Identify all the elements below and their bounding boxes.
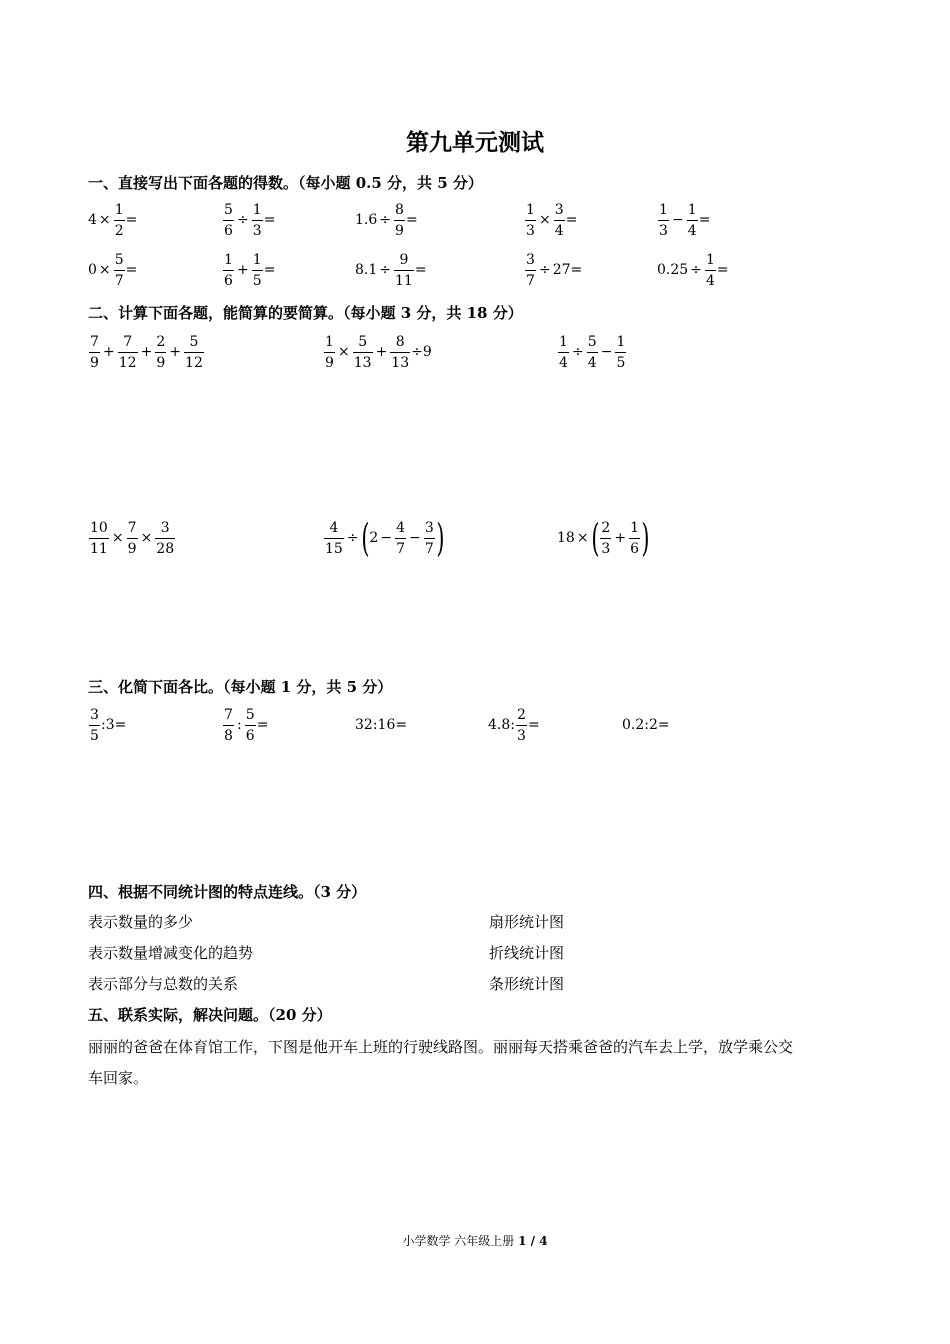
denominator: 12 bbox=[118, 352, 138, 370]
numerator: 1 bbox=[252, 201, 262, 218]
numerator: 1 bbox=[616, 333, 626, 350]
denominator: 15 bbox=[324, 538, 344, 556]
numerator: 1 bbox=[630, 519, 640, 536]
equals: = bbox=[406, 212, 418, 228]
fraction bbox=[390, 335, 410, 370]
fraction bbox=[245, 708, 256, 743]
operator: ÷ bbox=[572, 344, 584, 360]
fraction bbox=[114, 253, 125, 288]
equals: = bbox=[263, 212, 276, 228]
fraction bbox=[394, 253, 414, 288]
section-2-heading: 二、计算下面各题，能简算的要简算。（每小题 3 分，共 18 分） bbox=[88, 304, 523, 322]
num: 27= bbox=[552, 262, 583, 278]
fraction bbox=[155, 335, 166, 370]
problem-1-3 bbox=[355, 198, 418, 242]
problem-2-1 bbox=[88, 330, 205, 374]
denominator: 8 bbox=[223, 725, 234, 743]
problem-1-10 bbox=[657, 248, 729, 292]
denominator: 13 bbox=[353, 352, 373, 370]
operator: + bbox=[375, 344, 388, 360]
operator: + bbox=[169, 344, 182, 360]
problem-1-4 bbox=[524, 198, 577, 242]
footer-subject: 小学数学 六年级上册 bbox=[402, 1234, 515, 1248]
fraction bbox=[615, 335, 626, 370]
numerator: 2 bbox=[517, 706, 526, 723]
denominator: 5 bbox=[89, 725, 100, 743]
numerator: 7 bbox=[127, 519, 137, 536]
operator: + bbox=[614, 530, 627, 546]
num: 2 bbox=[369, 530, 379, 546]
numerator: 4 bbox=[396, 519, 405, 536]
denominator: 6 bbox=[629, 538, 640, 556]
numerator: 1 bbox=[224, 251, 233, 268]
denominator: 9 bbox=[394, 220, 405, 238]
ratio-text: 32:16= bbox=[355, 717, 408, 733]
denominator: 11 bbox=[89, 538, 109, 556]
denominator: 3 bbox=[600, 538, 611, 556]
denominator: 11 bbox=[394, 270, 414, 288]
operator: × bbox=[338, 344, 350, 360]
fraction bbox=[353, 335, 373, 370]
numerator: 5 bbox=[114, 251, 124, 268]
match-left-3: 表示部分与总数的关系 bbox=[88, 975, 239, 993]
operator: + bbox=[103, 344, 115, 360]
numerator: 7 bbox=[224, 706, 233, 723]
denominator: 13 bbox=[390, 352, 410, 370]
fraction bbox=[394, 203, 405, 238]
fraction bbox=[223, 203, 234, 238]
numerator: 8 bbox=[395, 333, 405, 350]
tail: ÷9 bbox=[411, 344, 432, 360]
num: 4 bbox=[88, 212, 97, 228]
page-footer bbox=[0, 1232, 950, 1249]
equals: = bbox=[565, 212, 578, 228]
numerator: 5 bbox=[587, 333, 597, 350]
fraction bbox=[223, 708, 234, 743]
fraction bbox=[705, 253, 716, 288]
denominator: 3 bbox=[525, 220, 536, 238]
denominator: 9 bbox=[324, 352, 335, 370]
problem-2-5 bbox=[323, 516, 445, 560]
fraction bbox=[658, 203, 669, 238]
operator: × bbox=[98, 212, 111, 228]
fraction bbox=[223, 253, 234, 288]
fraction bbox=[424, 521, 435, 556]
problem-1-9 bbox=[524, 248, 582, 292]
operator: − bbox=[409, 530, 421, 546]
numerator: 9 bbox=[399, 251, 409, 268]
equals: = bbox=[125, 262, 138, 278]
ratio-text: 0.2:2= bbox=[622, 717, 670, 733]
page-title: 第九单元测试 bbox=[406, 129, 544, 156]
ratio-5 bbox=[622, 703, 670, 747]
operator: + bbox=[140, 344, 153, 360]
problem-2-2 bbox=[323, 330, 432, 374]
ratio-3 bbox=[355, 703, 407, 747]
denominator: 6 bbox=[223, 220, 234, 238]
numerator: 1 bbox=[687, 201, 697, 218]
fraction bbox=[525, 203, 536, 238]
right-paren: ) bbox=[436, 516, 445, 560]
numerator: 7 bbox=[123, 333, 133, 350]
fraction bbox=[89, 335, 100, 370]
operator: × bbox=[140, 530, 153, 546]
left-paren: ( bbox=[360, 516, 370, 560]
denominator: 3 bbox=[252, 220, 263, 238]
denominator: 7 bbox=[525, 270, 536, 288]
operator: ÷ bbox=[379, 212, 391, 228]
numerator: 4 bbox=[329, 519, 339, 536]
equals: = bbox=[527, 717, 540, 733]
numerator: 1 bbox=[526, 201, 535, 218]
operator: ÷ bbox=[346, 530, 359, 546]
fraction bbox=[324, 335, 335, 370]
numerator: 1 bbox=[659, 201, 668, 218]
numerator: 8 bbox=[395, 201, 404, 218]
operator: × bbox=[576, 530, 589, 546]
denominator: 5 bbox=[252, 270, 263, 288]
numerator: 1 bbox=[705, 251, 715, 268]
problem-1-6 bbox=[88, 248, 137, 292]
numerator: 3 bbox=[90, 706, 99, 723]
operator: − bbox=[380, 530, 393, 546]
denominator: 3 bbox=[516, 725, 527, 743]
numerator: 3 bbox=[424, 519, 434, 536]
equals: = bbox=[263, 262, 276, 278]
operator: − bbox=[672, 212, 684, 228]
numerator: 1 bbox=[114, 201, 124, 218]
match-left-2: 表示数量增减变化的趋势 bbox=[88, 944, 254, 962]
fraction bbox=[252, 203, 263, 238]
operator: × bbox=[98, 262, 111, 278]
operator: − bbox=[600, 344, 613, 360]
colon: : bbox=[237, 717, 242, 733]
right-paren: ) bbox=[641, 516, 650, 560]
denominator: 4 bbox=[705, 270, 716, 288]
problem-text-line-1: 丽丽的爸爸在体育馆工作，下图是他开车上班的行驶线路图。丽丽每天搭乘爸爸的汽车去上学，放学乘公交 bbox=[88, 1038, 794, 1056]
num: 18 bbox=[557, 530, 575, 546]
fraction bbox=[629, 521, 640, 556]
problem-1-5 bbox=[657, 198, 710, 242]
numerator: 3 bbox=[526, 251, 535, 268]
fraction bbox=[184, 335, 204, 370]
denominator: 4 bbox=[687, 220, 698, 238]
section-5-heading: 五、联系实际，解决问题。（20 分） bbox=[88, 1006, 332, 1024]
denominator: 7 bbox=[114, 270, 125, 288]
fraction bbox=[127, 521, 138, 556]
match-left-1: 表示数量的多少 bbox=[88, 913, 194, 931]
denominator: 9 bbox=[89, 352, 100, 370]
fraction bbox=[587, 335, 598, 370]
section-4-heading: 四、根据不同统计图的特点连线。（3 分） bbox=[88, 883, 367, 901]
denominator: 3 bbox=[658, 220, 669, 238]
denominator: 9 bbox=[155, 352, 166, 370]
num: 1.6 bbox=[355, 212, 378, 228]
problem-1-2 bbox=[222, 198, 275, 242]
left-paren: ( bbox=[590, 516, 600, 560]
equals: = bbox=[716, 262, 729, 278]
fraction bbox=[324, 521, 344, 556]
problem-1-8 bbox=[355, 248, 427, 292]
operator: × bbox=[111, 530, 124, 546]
problem-text-line-2: 车回家。 bbox=[88, 1069, 149, 1087]
page-number: 1 / 4 bbox=[518, 1234, 548, 1248]
denominator: 2 bbox=[114, 220, 125, 238]
fraction bbox=[600, 521, 611, 556]
operator: ÷ bbox=[237, 212, 249, 228]
fraction bbox=[89, 521, 109, 556]
problem-1-1 bbox=[88, 198, 137, 242]
num: 8.1 bbox=[355, 262, 378, 278]
operator: + bbox=[237, 262, 249, 278]
numerator: 2 bbox=[601, 519, 611, 536]
match-right-3: 条形统计图 bbox=[489, 975, 565, 993]
denominator: 9 bbox=[127, 538, 138, 556]
fraction bbox=[558, 335, 569, 370]
problem-2-3 bbox=[557, 330, 627, 374]
operator: ÷ bbox=[379, 262, 391, 278]
fraction bbox=[554, 203, 565, 238]
operator: ÷ bbox=[539, 262, 551, 278]
equals: = bbox=[256, 717, 269, 733]
numerator: 1 bbox=[252, 251, 262, 268]
numerator: 5 bbox=[245, 706, 255, 723]
numerator: 1 bbox=[325, 333, 334, 350]
num: 0 bbox=[88, 262, 97, 278]
denominator: 4 bbox=[558, 352, 569, 370]
ratio-4 bbox=[488, 703, 540, 747]
denominator: 28 bbox=[155, 538, 175, 556]
denominator: 7 bbox=[424, 538, 435, 556]
num: 4.8: bbox=[488, 717, 515, 733]
tail: :3= bbox=[101, 717, 127, 733]
denominator: 6 bbox=[245, 725, 256, 743]
operator: × bbox=[539, 212, 551, 228]
fraction bbox=[118, 335, 138, 370]
match-right-1: 扇形统计图 bbox=[489, 913, 565, 931]
equals: = bbox=[125, 212, 138, 228]
problem-2-4 bbox=[88, 516, 176, 560]
match-right-2: 折线统计图 bbox=[489, 944, 565, 962]
fraction bbox=[516, 708, 527, 743]
fraction bbox=[525, 253, 536, 288]
denominator: 5 bbox=[615, 352, 626, 370]
ratio-1 bbox=[88, 703, 126, 747]
section-3-heading: 三、化简下面各比。（每小题 1 分，共 5 分） bbox=[88, 678, 393, 696]
denominator: 7 bbox=[395, 538, 406, 556]
numerator: 5 bbox=[189, 333, 199, 350]
fraction bbox=[114, 203, 125, 238]
fraction bbox=[395, 521, 406, 556]
fraction bbox=[252, 253, 263, 288]
fraction bbox=[89, 708, 100, 743]
numerator: 3 bbox=[160, 519, 170, 536]
ratio-2 bbox=[222, 703, 268, 747]
num: 0.25 bbox=[657, 262, 689, 278]
problem-2-6 bbox=[557, 516, 650, 560]
fraction bbox=[687, 203, 698, 238]
numerator: 1 bbox=[559, 333, 568, 350]
numerator: 3 bbox=[554, 201, 564, 218]
section-1-heading: 一、直接写出下面各题的得数。（每小题 0.5 分，共 5 分） bbox=[88, 174, 483, 192]
denominator: 12 bbox=[184, 352, 204, 370]
fraction bbox=[155, 521, 175, 556]
operator: ÷ bbox=[690, 262, 702, 278]
numerator: 5 bbox=[358, 333, 368, 350]
numerator: 10 bbox=[90, 519, 108, 536]
denominator: 4 bbox=[554, 220, 565, 238]
denominator: 4 bbox=[587, 352, 598, 370]
numerator: 7 bbox=[90, 333, 99, 350]
equals: = bbox=[414, 262, 427, 278]
numerator: 2 bbox=[156, 333, 166, 350]
numerator: 5 bbox=[224, 201, 233, 218]
denominator: 6 bbox=[223, 270, 234, 288]
equals: = bbox=[698, 212, 711, 228]
problem-1-7 bbox=[222, 248, 275, 292]
